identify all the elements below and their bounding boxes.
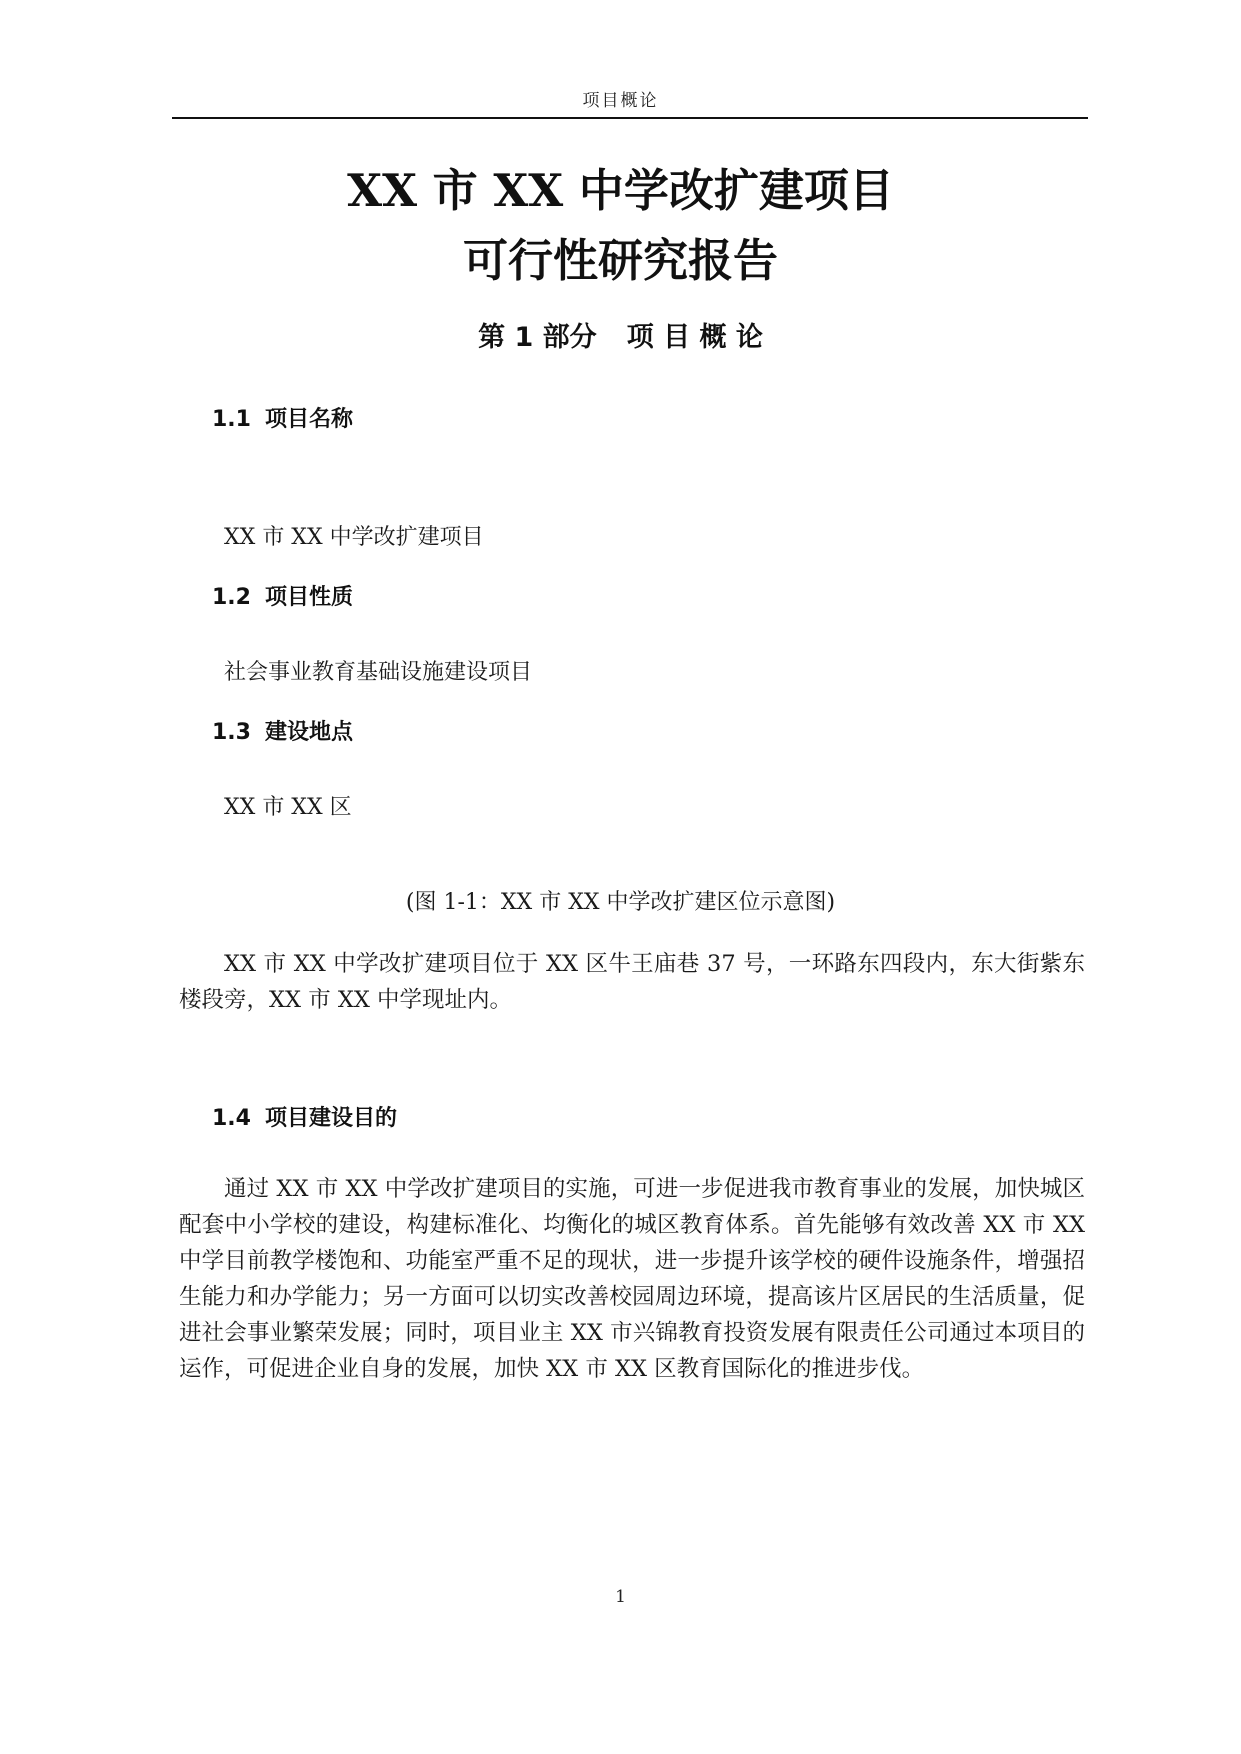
purpose-paragraph: 通过 XX 市 XX 中学改扩建项目的实施，可进一步促进我市教育事业的发展，加快城区配套中小学校的建设，构建标准化、均衡化的城区教育体系。首先能够有效改善 XX 市 XX 中学目前教学楼饱和、功能室严重不足的现状，进一步提升该学校的硬件设施条件，增强招生能力和办学能力；另一方面可以切实改善校园周边环境，提高该片区居民的生活质量，促进社会事业繁荣发展；同时，项目业主 XX 市兴锦教育投资发展有限责任公司通过本项目的运作，可促进企业自身的发展，加快 XX 市 XX 区教育国际化的推进步伐。 [179, 1176, 1085, 1382]
section-number: 1.2 [212, 585, 251, 610]
section-heading-1-1 [212, 409, 353, 431]
section-heading-1-3 [212, 722, 353, 744]
section-number: 1.1 [212, 407, 251, 432]
location-paragraph: XX 市 XX 中学改扩建项目位于 XX 区牛王庙巷 37 号，一环路东四段内，东大街紫东楼段旁，XX 市 XX 中学现址内。 [179, 951, 1085, 1013]
section-title: 建设地点 [264, 720, 353, 745]
part-title [0, 324, 1241, 351]
header-rule [172, 117, 1088, 119]
page-number: 1 [615, 1587, 626, 1607]
section-title: 项目性质 [264, 585, 353, 610]
section-title: 项目名称 [264, 407, 353, 432]
section-number: 1.4 [212, 1106, 251, 1131]
document-title-line-1: XX 市 XX 中学改扩建项目 [347, 164, 894, 217]
running-header: 项目概论 [582, 91, 659, 111]
section-heading-1-4 [212, 1108, 397, 1130]
part-name: 项 目 概 论 [626, 322, 763, 353]
section-content-1-1: XX 市 XX 中学改扩建项目 [224, 525, 484, 550]
section-heading-1-2 [212, 587, 353, 609]
section-content-1-2: 社会事业教育基础设施建设项目 [224, 660, 533, 685]
figure-caption: (图 1-1：XX 市 XX 中学改扩建区位示意图) [405, 890, 836, 915]
document-title-line-2: 可行性研究报告 [462, 234, 778, 287]
part-label: 第 1 部分 [478, 322, 597, 353]
section-content-1-3: XX 市 XX 区 [224, 795, 352, 820]
section-title: 项目建设目的 [264, 1106, 397, 1131]
section-number: 1.3 [212, 720, 251, 745]
